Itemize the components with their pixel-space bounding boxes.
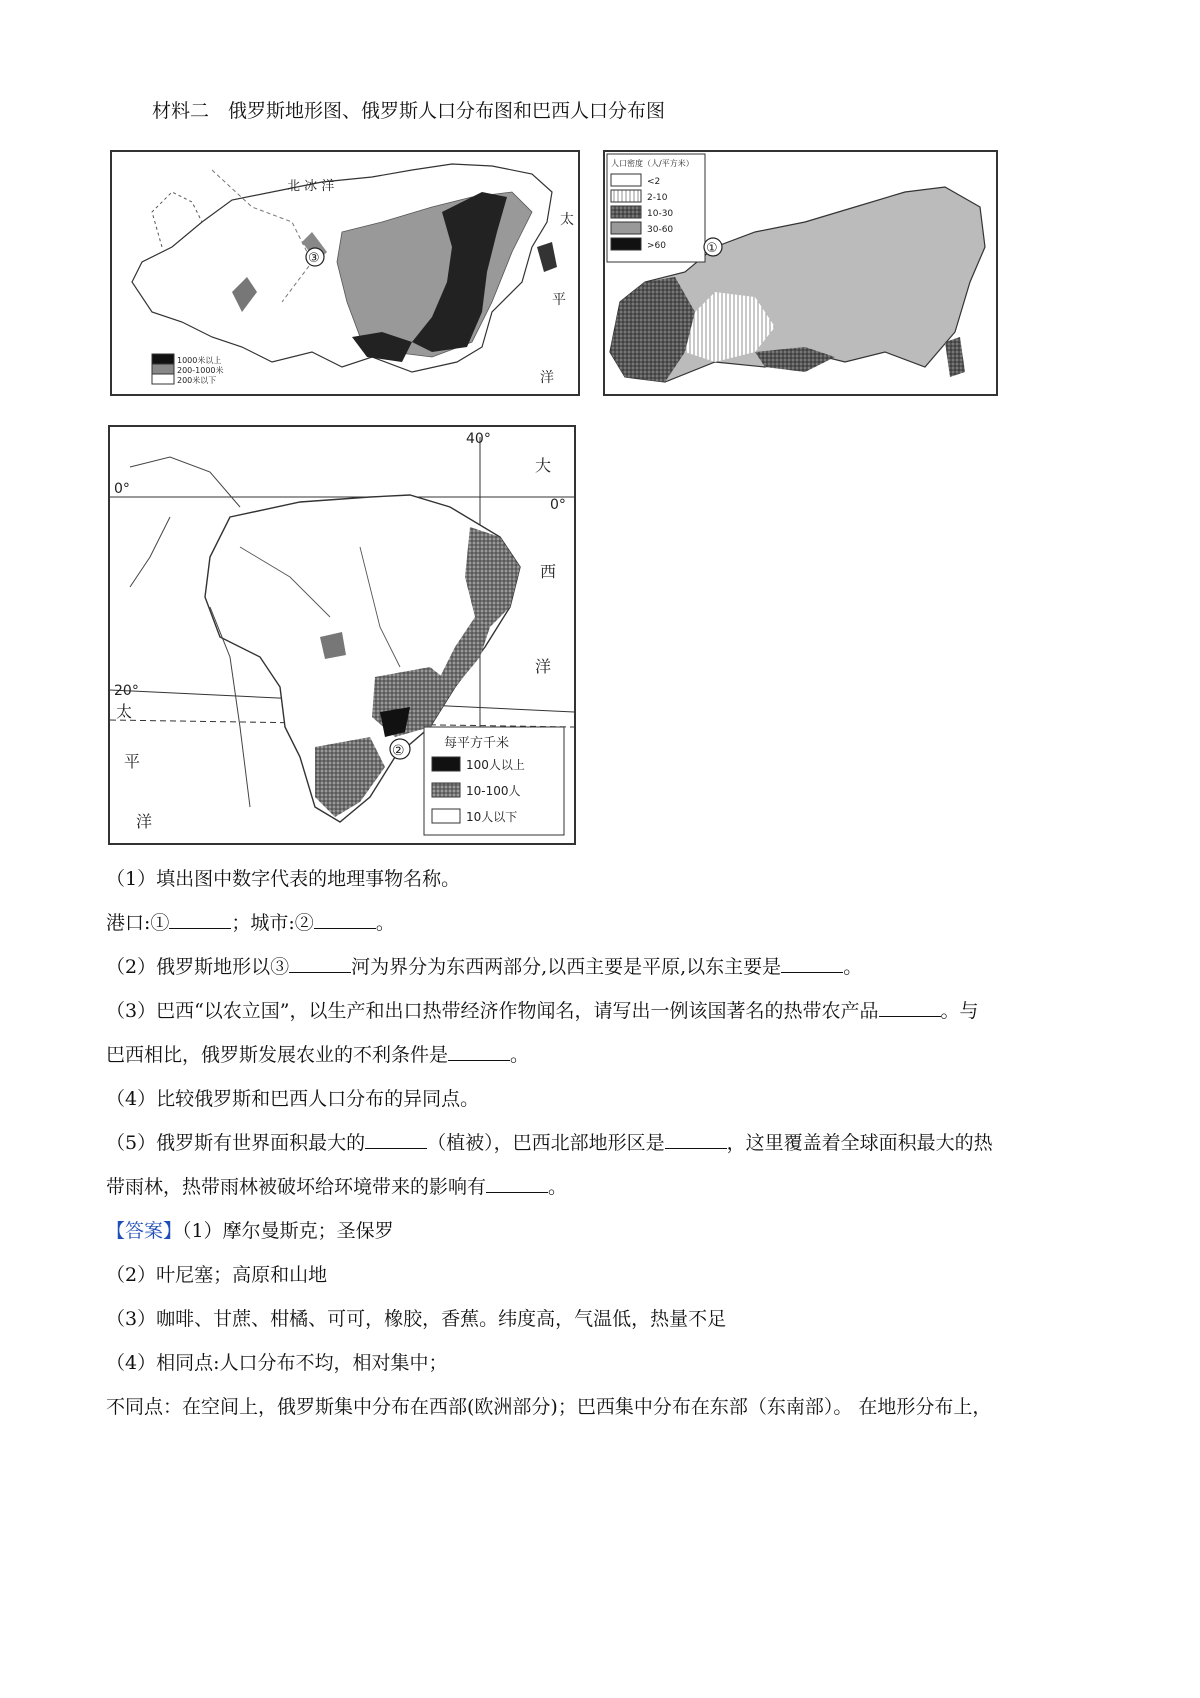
brazil-legend-3: 10人以下 [466,810,518,824]
pop-legend-4: 30-60 [647,225,674,235]
brazil-legend-title: 每平方千米 [444,736,510,751]
marker-3: ③ [308,251,320,266]
russia-population-map [603,150,998,396]
pop-legend-3: 10-30 [647,209,674,219]
material-title: 材料二 俄罗斯地形图、俄罗斯人口分布图和巴西人口分布图 [152,100,666,122]
blank-east-terrain[interactable] [781,954,843,973]
q5-text-a: （5）俄罗斯有世界面积最大的 [106,1132,366,1154]
q1-port-label: 港口:① [106,912,170,934]
pop-legend-title: 人口密度（人/平方米） [611,159,694,168]
q5-text-e: 。 [548,1176,568,1198]
q3-text-b: 。与 [940,1000,979,1022]
sea-north-label: 北 冰 洋 [287,179,335,194]
atlantic-2: 西 [540,562,557,581]
blank-impact[interactable] [486,1174,548,1193]
ocean-east-3: 洋 [540,370,554,386]
pop-legend-2: 2-10 [647,193,668,203]
marker-1: ① [706,241,718,256]
marker-2: ② [392,743,405,759]
pacific-2: 平 [124,752,141,771]
question-2 [106,954,862,980]
q1-end: 。 [375,912,395,934]
blank-region[interactable] [665,1130,727,1149]
blank-vegetation[interactable] [365,1130,427,1149]
legend-200-1000: 200-1000米 [177,366,224,375]
legend-200: 200米以下 [177,376,217,385]
q3-text-d: 。 [510,1044,530,1066]
question-5-line1 [106,1130,993,1156]
pacific-1: 太 [116,702,133,721]
terrain-legend [152,354,224,385]
q5-text-c: ，这里覆盖着全球面积最大的热 [726,1132,993,1154]
answer-4: （4）相同点:人口分布不均，相对集中； [106,1352,448,1374]
question-3-line1 [106,998,979,1024]
ocean-east-1: 太 [560,212,574,228]
blank-crop[interactable] [879,998,941,1017]
answer-3: （3）咖啡、甘蔗、柑橘、可可，橡胶，香蕉。纬度高，气温低，热量不足 [106,1308,727,1330]
question-3-line2 [106,1042,529,1068]
equator-left-label: 0° [114,481,130,497]
question-1-blanks [106,910,395,936]
equator-right-label: 0° [550,497,566,513]
answer-tag: 【答案】 [106,1220,183,1242]
brazil-population-map [108,425,576,845]
blank-city[interactable] [314,910,376,929]
brazil-legend-1: 100人以上 [466,758,525,772]
question-4: （4）比较俄罗斯和巴西人口分布的异同点。 [106,1088,480,1110]
q3-text-a: （3）巴西“以农立国”，以生产和出口热带经济作物闻名，请写出一例该国著名的热带农产品 [106,1000,879,1022]
pop-legend-1: <2 [647,177,661,187]
brazil-legend [424,727,564,835]
q2-text-c: 。 [843,956,863,978]
q2-text-a: （2）俄罗斯地形以③ [106,956,290,978]
q5-text-d: 带雨林，热带雨林被破坏给环境带来的影响有 [106,1176,487,1198]
q3-text-c: 巴西相比，俄罗斯发展农业的不利条件是 [106,1044,449,1066]
russia-terrain-map [110,150,580,396]
brazil-legend-2: 10-100人 [466,784,521,798]
q2-text-b: 河为界分为东西两部分,以西主要是平原,以东主要是 [351,956,782,978]
ocean-east-2: 平 [552,292,566,308]
answer-4-continued: 不同点：在空间上，俄罗斯集中分布在西部(欧洲部分)；巴西集中分布在东部（东南部）。 在地形分布上， [106,1396,992,1418]
lat-20-label: 20° [114,683,139,699]
blank-port[interactable] [169,910,231,929]
blank-river[interactable] [289,954,351,973]
pop-legend [607,154,705,262]
question-5-line2 [106,1174,567,1200]
lon-40-label: 40° [466,431,491,447]
question-1: （1）填出图中数字代表的地理事物名称。 [106,868,461,890]
blank-condition[interactable] [448,1042,510,1061]
q1-city-label: ；城市:② [231,912,314,934]
atlantic-1: 大 [535,456,552,475]
legend-1000: 1000米以上 [177,356,222,365]
answer-1 [106,1218,394,1244]
answer-2: （2）叶尼塞；高原和山地 [106,1264,328,1286]
pacific-3: 洋 [136,812,153,831]
answer-1-text: （1）摩尔曼斯克；圣保罗 [182,1220,394,1242]
pop-legend-5: >60 [647,241,666,251]
q5-text-b: （植被），巴西北部地形区是 [427,1132,665,1154]
atlantic-3: 洋 [535,657,552,676]
